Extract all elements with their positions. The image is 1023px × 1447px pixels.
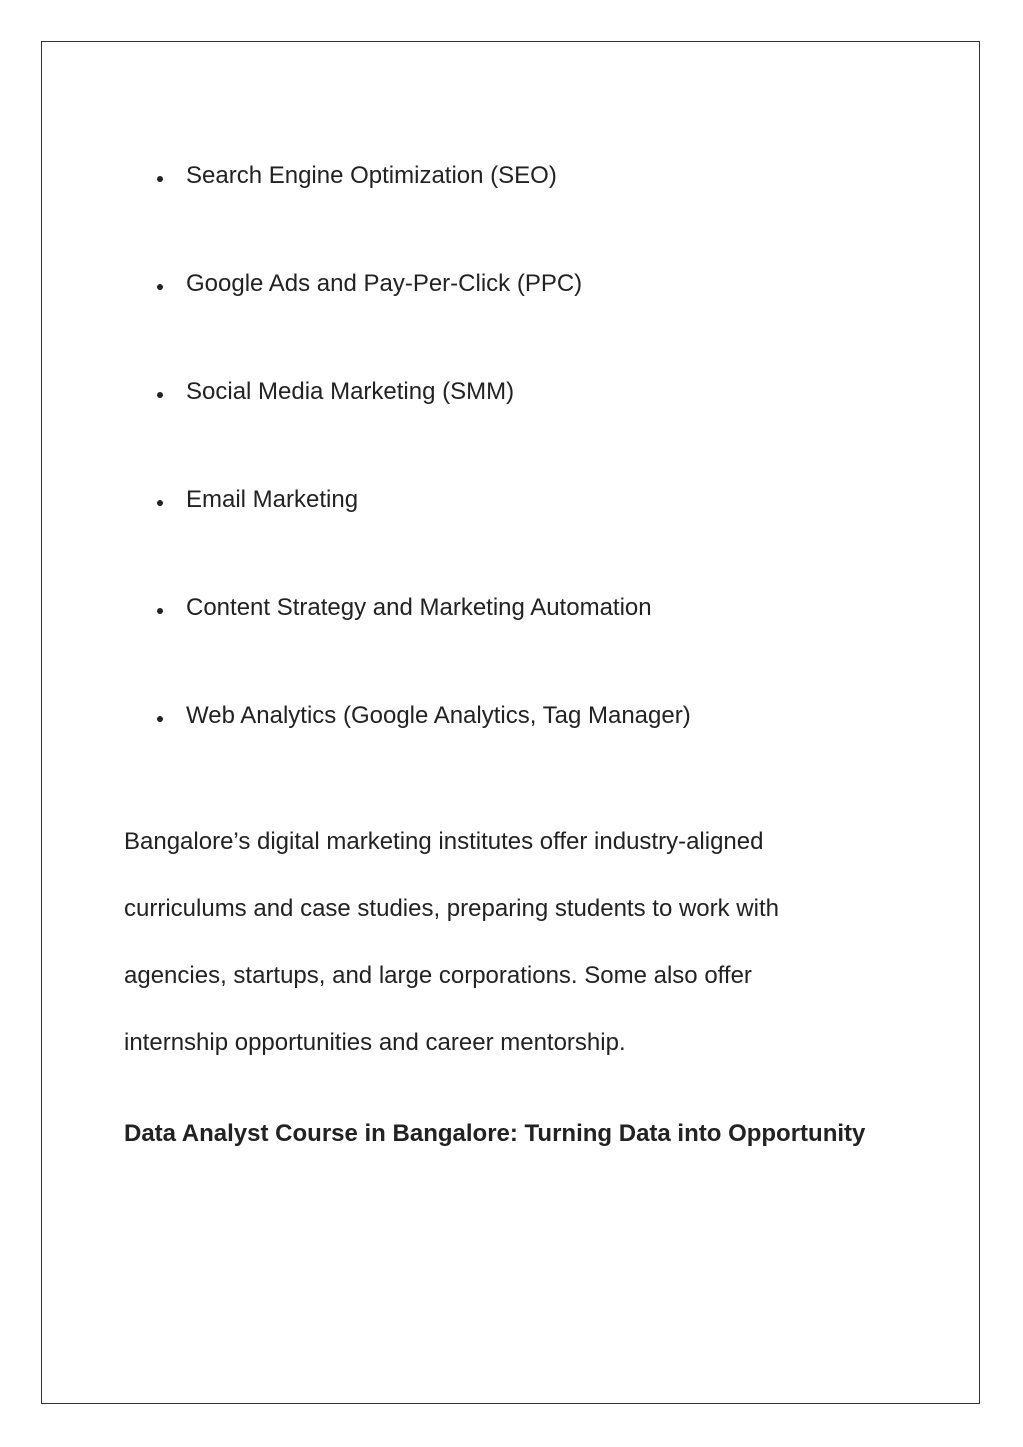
list-item-text: Social Media Marketing (SMM) [186,378,515,405]
list-item-text: Email Marketing [186,486,359,513]
bullet-icon [157,176,163,182]
list-item-text: Google Ads and Pay-Per-Click (PPC) [186,270,583,297]
list-item-text: Search Engine Optimization (SEO) [186,162,557,189]
document-page [41,41,980,1404]
body-paragraph [124,808,904,1076]
section-heading: Data Analyst Course in Bangalore: Turning Data into Opportunity [124,1120,866,1147]
list-item-text: Content Strategy and Marketing Automation [186,594,652,621]
paragraph-line: internship opportunities and career mentorship. [124,1029,626,1056]
paragraph-line: curriculums and case studies, preparing students to work with [124,895,779,922]
paragraph-line: agencies, startups, and large corporations. Some also offer [124,962,752,989]
paragraph-line: Bangalore’s digital marketing institutes offer industry-aligned [124,828,764,855]
list-item-text: Web Analytics (Google Analytics, Tag Manager) [186,702,691,729]
bullet-icon [157,608,163,614]
bullet-icon [157,500,163,506]
bullet-icon [157,284,163,290]
bullet-icon [157,716,163,722]
bullet-icon [157,392,163,398]
